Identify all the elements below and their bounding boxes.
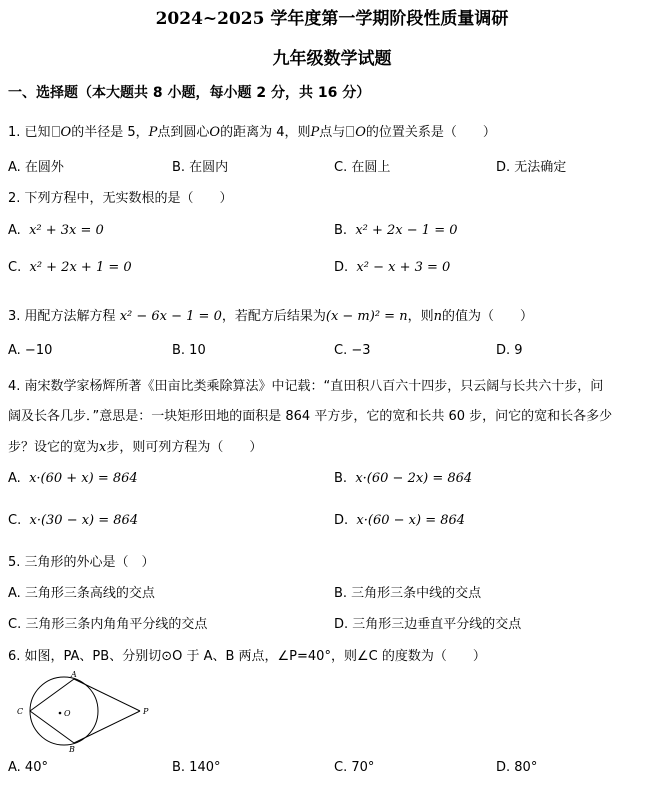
q3-text-1: 3. 用配方法解方程 bbox=[8, 309, 116, 324]
q3-eq-1: x² − 6x − 1 = 0 bbox=[119, 309, 222, 324]
tangent-circle-figure bbox=[10, 668, 160, 754]
q3-text-4: 的值为（ ） bbox=[441, 309, 533, 324]
q4-option-a[interactable] bbox=[8, 471, 138, 486]
q4-option-c[interactable] bbox=[8, 513, 138, 528]
q2-eq-d: x² − x + 3 = 0 bbox=[356, 260, 451, 275]
q1-var-p2: P bbox=[310, 125, 320, 140]
q1-option-c[interactable]: C. 在圆上 bbox=[334, 160, 391, 175]
placeholder-icon bbox=[52, 126, 60, 137]
label-p: P bbox=[143, 707, 149, 716]
q4-eq-c: x·(30 − x) = 864 bbox=[29, 513, 139, 528]
question-3 bbox=[8, 305, 533, 324]
q1-var-p: P bbox=[148, 125, 158, 140]
q3-option-a[interactable]: A. −10 bbox=[8, 343, 53, 358]
tangent-pa bbox=[74, 679, 140, 711]
q2-option-d[interactable] bbox=[334, 260, 450, 275]
q4-text-b: 步，则可列方程为（ ） bbox=[106, 440, 263, 455]
q2-eq-a: x² + 3x = 0 bbox=[29, 223, 104, 238]
q4-text-a: 步？设它的宽为 bbox=[8, 440, 100, 455]
q2-option-b[interactable] bbox=[334, 223, 458, 238]
option-label: D. bbox=[334, 513, 349, 528]
tangent-pb bbox=[74, 711, 140, 743]
question-6: 6. 如图，PA、PB、分别切⊙O 于 A、B 两点，∠P=40°，则∠C 的度数为（ ） bbox=[8, 649, 486, 664]
q1-option-a[interactable]: A. 在圆外 bbox=[8, 160, 64, 175]
label-o: O bbox=[64, 709, 71, 718]
center-point bbox=[59, 712, 62, 715]
q2-option-a[interactable] bbox=[8, 223, 104, 238]
q1-var-o2: O bbox=[209, 125, 221, 140]
q1-var-o: O bbox=[60, 125, 72, 140]
q2-eq-b: x² + 2x − 1 = 0 bbox=[355, 223, 458, 238]
exam-title: 2024~2025 学年度第一学期阶段性质量调研 bbox=[155, 9, 509, 29]
q4-option-b[interactable] bbox=[334, 471, 472, 486]
q6-option-c[interactable]: C. 70° bbox=[334, 760, 375, 775]
q1-text-6: 的位置关系是（ ） bbox=[365, 125, 496, 140]
q3-eq-2: (x − m)² = n bbox=[325, 309, 408, 324]
option-label: C. bbox=[8, 260, 22, 275]
question-4-line-1: 4. 南宋数学家杨辉所著《田亩比类乘除算法》中记载：“直田积八百六十四步，只云阔与长共六十步，问 bbox=[8, 379, 604, 394]
q3-text-3: ，则 bbox=[407, 309, 434, 324]
option-label: B. bbox=[334, 471, 348, 486]
option-label: B. bbox=[334, 223, 348, 238]
q1-text-1: 1. 已知 bbox=[8, 125, 51, 140]
label-a: A bbox=[71, 670, 77, 679]
q4-option-d[interactable] bbox=[334, 513, 465, 528]
option-label: C. bbox=[8, 513, 22, 528]
q6-option-a[interactable]: A. 40° bbox=[8, 760, 48, 775]
q1-option-b[interactable]: B. 在圆内 bbox=[172, 160, 229, 175]
question-1 bbox=[8, 121, 496, 140]
q1-text-2: 的半径是 5， bbox=[71, 125, 149, 140]
exam-subtitle: 九年级数学试题 bbox=[272, 49, 392, 69]
q5-option-c[interactable]: C. 三角形三条内角角平分线的交点 bbox=[8, 617, 208, 632]
question-4-line-3 bbox=[8, 436, 262, 455]
q4-eq-a: x·(60 + x) = 864 bbox=[29, 471, 138, 486]
question-5: 5. 三角形的外心是（ ） bbox=[8, 555, 155, 570]
q1-option-d[interactable]: D. 无法确定 bbox=[496, 160, 567, 175]
option-label: D. bbox=[334, 260, 349, 275]
q2-eq-c: x² + 2x + 1 = 0 bbox=[29, 260, 132, 275]
section-heading: 一、选择题（本大题共 8 小题，每小题 2 分，共 16 分） bbox=[8, 85, 371, 101]
option-label: A. bbox=[8, 223, 21, 238]
placeholder-icon bbox=[346, 126, 354, 137]
q3-option-c[interactable]: C. −3 bbox=[334, 343, 371, 358]
q3-option-d[interactable]: D. 9 bbox=[496, 343, 523, 358]
q3-var-n: n bbox=[433, 309, 442, 324]
q6-option-d[interactable]: D. 80° bbox=[496, 760, 538, 775]
question-2: 2. 下列方程中，无实数根的是（ ） bbox=[8, 191, 233, 206]
label-b: B bbox=[69, 745, 75, 754]
q1-var-o3: O bbox=[355, 125, 366, 140]
q3-option-b[interactable]: B. 10 bbox=[172, 343, 206, 358]
q4-var-x: x bbox=[99, 440, 107, 455]
q3-text-2: ，若配方后结果为 bbox=[221, 309, 326, 324]
q5-option-a[interactable]: A. 三角形三条高线的交点 bbox=[8, 586, 155, 601]
q1-text-5: 点与 bbox=[319, 125, 346, 140]
q4-eq-d: x·(60 − x) = 864 bbox=[356, 513, 466, 528]
q5-option-d[interactable]: D. 三角形三边垂直平分线的交点 bbox=[334, 617, 522, 632]
q4-eq-b: x·(60 − 2x) = 864 bbox=[355, 471, 473, 486]
option-label: A. bbox=[8, 471, 21, 486]
question-4-line-2: 阔及长各几步．”意思是：一块矩形田地的面积是 864 平方步，它的宽和长共 60 步，问它的宽和长各多少 bbox=[8, 409, 613, 424]
q5-option-b[interactable]: B. 三角形三条中线的交点 bbox=[334, 586, 482, 601]
chord-ca bbox=[30, 679, 74, 711]
q6-option-b[interactable]: B. 140° bbox=[172, 760, 221, 775]
label-c: C bbox=[17, 707, 24, 716]
q1-text-4: 的距离为 4，则 bbox=[220, 125, 311, 140]
q1-text-3: 点到圆心 bbox=[157, 125, 210, 140]
q2-option-c[interactable] bbox=[8, 260, 132, 275]
